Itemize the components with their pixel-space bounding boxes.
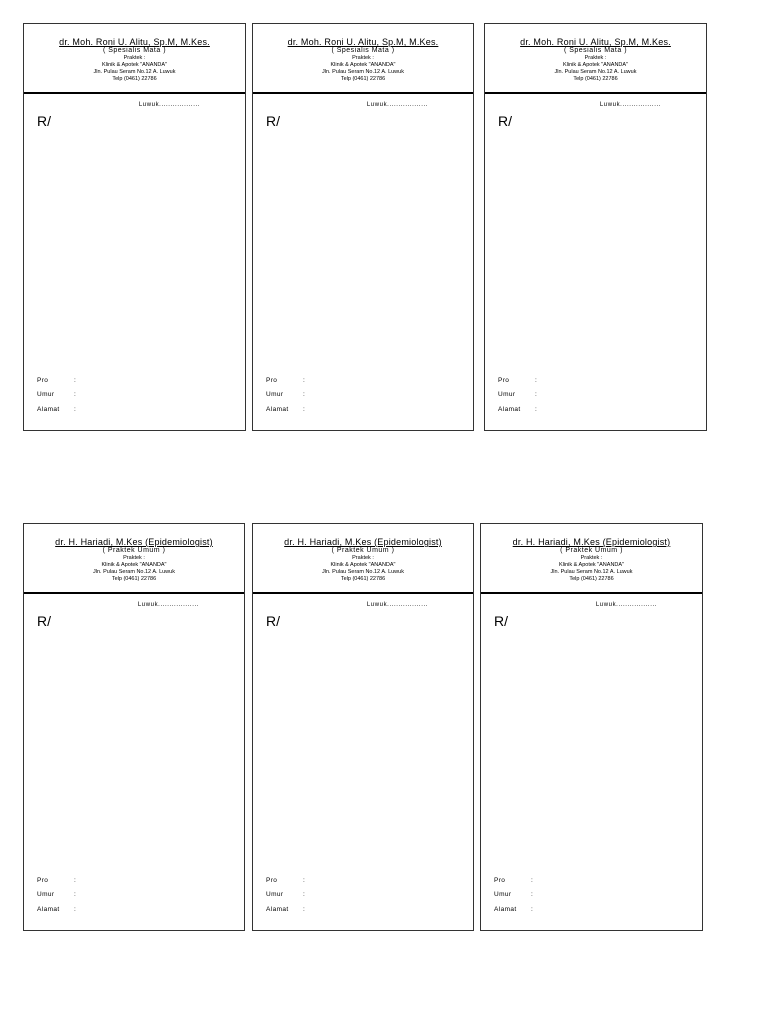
- patient-field-label: Umur: [266, 391, 284, 398]
- doctor-name: dr. H. Hariadi, M.Kes (Epidemiologist): [284, 537, 442, 547]
- patient-field-colon: :: [303, 905, 305, 913]
- doctor-specialty: ( Spesialis Mata ): [102, 47, 167, 54]
- patient-field-row: [37, 388, 82, 403]
- card-header: [253, 24, 473, 94]
- clinic-address: Jln. Pulau Seram No.12 A. Luwuk: [93, 569, 175, 575]
- prescription-card: [252, 523, 474, 931]
- practice-label: Praktek :: [580, 555, 603, 561]
- practice-label: Praktek :: [123, 555, 145, 561]
- patient-field-label: Pro: [266, 876, 278, 884]
- clinic-name: Klinik & Apotek "ANANDA": [558, 562, 625, 568]
- patient-field-row: [494, 874, 539, 889]
- patient-field-label: Alamat: [266, 405, 289, 413]
- city-date-line: Luwuk..................: [366, 102, 428, 108]
- clinic-address: Jln. Pulau Seram No.12 A. Luwuk: [550, 569, 633, 575]
- patient-field-row: [37, 403, 82, 418]
- patient-field-label: Umur: [37, 391, 55, 398]
- clinic-phone: Telp (0461) 22786: [111, 576, 157, 582]
- patient-fields: [266, 874, 311, 918]
- patient-field-row: [498, 388, 543, 403]
- clinic-name: Klinik & Apotek "ANANDA": [101, 562, 167, 568]
- patient-field-label: Alamat: [498, 405, 521, 413]
- rx-symbol: R/: [37, 613, 51, 629]
- rx-symbol: R/: [37, 113, 51, 129]
- patient-field-row: [37, 374, 82, 389]
- doctor-specialty: ( Praktek Umum ): [331, 547, 395, 554]
- doctor-specialty: ( Spesialis Mata ): [563, 47, 628, 54]
- doctor-specialty: ( Praktek Umum ): [102, 547, 166, 554]
- doctor-specialty: ( Praktek Umum ): [560, 547, 623, 554]
- patient-field-colon: :: [74, 905, 76, 913]
- practice-label: Praktek :: [352, 555, 374, 561]
- clinic-phone: Telp (0461) 22786: [573, 76, 618, 82]
- clinic-address: Jln. Pulau Seram No.12 A. Luwuk: [554, 69, 637, 75]
- doctor-name: dr. H. Hariadi, M.Kes (Epidemiologist): [55, 537, 213, 547]
- patient-field-colon: :: [74, 876, 76, 884]
- patient-fields: [37, 374, 82, 418]
- practice-label: Praktek :: [123, 55, 146, 61]
- card-header: [24, 524, 244, 594]
- patient-fields: [37, 874, 82, 918]
- patient-field-label: Alamat: [37, 905, 60, 913]
- patient-field-colon: :: [74, 376, 76, 384]
- patient-field-row: [266, 403, 311, 418]
- patient-field-row: [37, 903, 82, 918]
- patient-field-row: [498, 374, 543, 389]
- patient-field-label: Pro: [498, 376, 510, 384]
- patient-field-row: [498, 403, 543, 418]
- practice-label: Praktek :: [584, 55, 607, 61]
- patient-field-label: Alamat: [266, 905, 289, 913]
- patient-field-colon: :: [303, 876, 305, 884]
- patient-field-colon: :: [74, 891, 76, 898]
- rx-symbol: R/: [266, 113, 280, 129]
- clinic-phone: Telp (0461) 22786: [569, 576, 614, 582]
- rx-symbol: R/: [266, 613, 280, 629]
- doctor-name: dr. Moh. Roni U. Alitu, Sp.M, M.Kes.: [287, 37, 439, 47]
- clinic-phone: Telp (0461) 22786: [340, 576, 386, 582]
- patient-field-label: Alamat: [494, 905, 517, 913]
- doctor-specialty: ( Spesialis Mata ): [331, 47, 395, 54]
- patient-field-colon: :: [303, 891, 305, 898]
- patient-field-row: [266, 888, 311, 903]
- doctor-name: dr. Moh. Roni U. Alitu, Sp.M, M.Kes.: [520, 37, 671, 47]
- patient-field-colon: :: [74, 405, 76, 413]
- patient-field-label: Pro: [494, 876, 506, 884]
- prescription-card: [484, 23, 707, 431]
- clinic-address: Jln. Pulau Seram No.12 A. Luwuk: [322, 69, 404, 75]
- prescription-card: [480, 523, 703, 931]
- patient-fields: [266, 374, 311, 418]
- prescription-card: [23, 523, 245, 931]
- patient-field-row: [266, 374, 311, 389]
- card-header: [481, 524, 702, 594]
- card-header: [24, 24, 245, 94]
- clinic-phone: Telp (0461) 22786: [112, 76, 157, 82]
- city-date-line: Luwuk..................: [595, 602, 657, 608]
- patient-field-colon: :: [303, 376, 305, 384]
- patient-field-row: [494, 888, 539, 903]
- patient-field-row: [266, 388, 311, 403]
- patient-field-colon: :: [535, 391, 537, 398]
- patient-field-colon: :: [303, 391, 305, 398]
- patient-field-label: Pro: [37, 876, 49, 884]
- patient-field-colon: :: [535, 376, 537, 384]
- patient-fields: [494, 874, 539, 918]
- card-header: [253, 524, 473, 594]
- doctor-name: dr. H. Hariadi, M.Kes (Epidemiologist): [512, 537, 671, 547]
- clinic-name: Klinik & Apotek "ANANDA": [101, 62, 168, 68]
- card-header: [485, 24, 706, 94]
- patient-field-row: [37, 874, 82, 889]
- clinic-address: Jln. Pulau Seram No.12 A. Luwuk: [93, 69, 176, 75]
- patient-field-label: Alamat: [37, 405, 60, 413]
- patient-field-colon: :: [303, 405, 305, 413]
- patient-field-label: Pro: [266, 376, 278, 384]
- clinic-name: Klinik & Apotek "ANANDA": [330, 562, 396, 568]
- patient-fields: [498, 374, 543, 418]
- patient-field-colon: :: [535, 405, 537, 413]
- patient-field-row: [37, 888, 82, 903]
- patient-field-label: Umur: [266, 891, 284, 898]
- practice-label: Praktek :: [352, 55, 374, 61]
- patient-field-colon: :: [531, 891, 533, 898]
- patient-field-row: [266, 874, 311, 889]
- city-date-line: Luwuk..................: [137, 602, 199, 608]
- patient-field-row: [266, 903, 311, 918]
- patient-field-label: Umur: [498, 391, 516, 398]
- clinic-address: Jln. Pulau Seram No.12 A. Luwuk: [322, 569, 404, 575]
- patient-field-label: Umur: [494, 891, 512, 898]
- patient-field-label: Pro: [37, 376, 49, 384]
- city-date-line: Luwuk..................: [366, 602, 428, 608]
- rx-symbol: R/: [498, 113, 512, 129]
- clinic-name: Klinik & Apotek "ANANDA": [562, 62, 629, 68]
- patient-field-colon: :: [531, 905, 533, 913]
- patient-field-label: Umur: [37, 891, 55, 898]
- rx-symbol: R/: [494, 613, 508, 629]
- prescription-card: [252, 23, 474, 431]
- city-date-line: Luwuk..................: [599, 102, 661, 108]
- clinic-phone: Telp (0461) 22786: [340, 76, 386, 82]
- patient-field-colon: :: [531, 876, 533, 884]
- city-date-line: Luwuk..................: [138, 102, 200, 108]
- patient-field-colon: :: [74, 391, 76, 398]
- doctor-name: dr. Moh. Roni U. Alitu, Sp.M, M.Kes.: [59, 37, 210, 47]
- patient-field-row: [494, 903, 539, 918]
- clinic-name: Klinik & Apotek "ANANDA": [330, 62, 396, 68]
- prescription-card: [23, 23, 246, 431]
